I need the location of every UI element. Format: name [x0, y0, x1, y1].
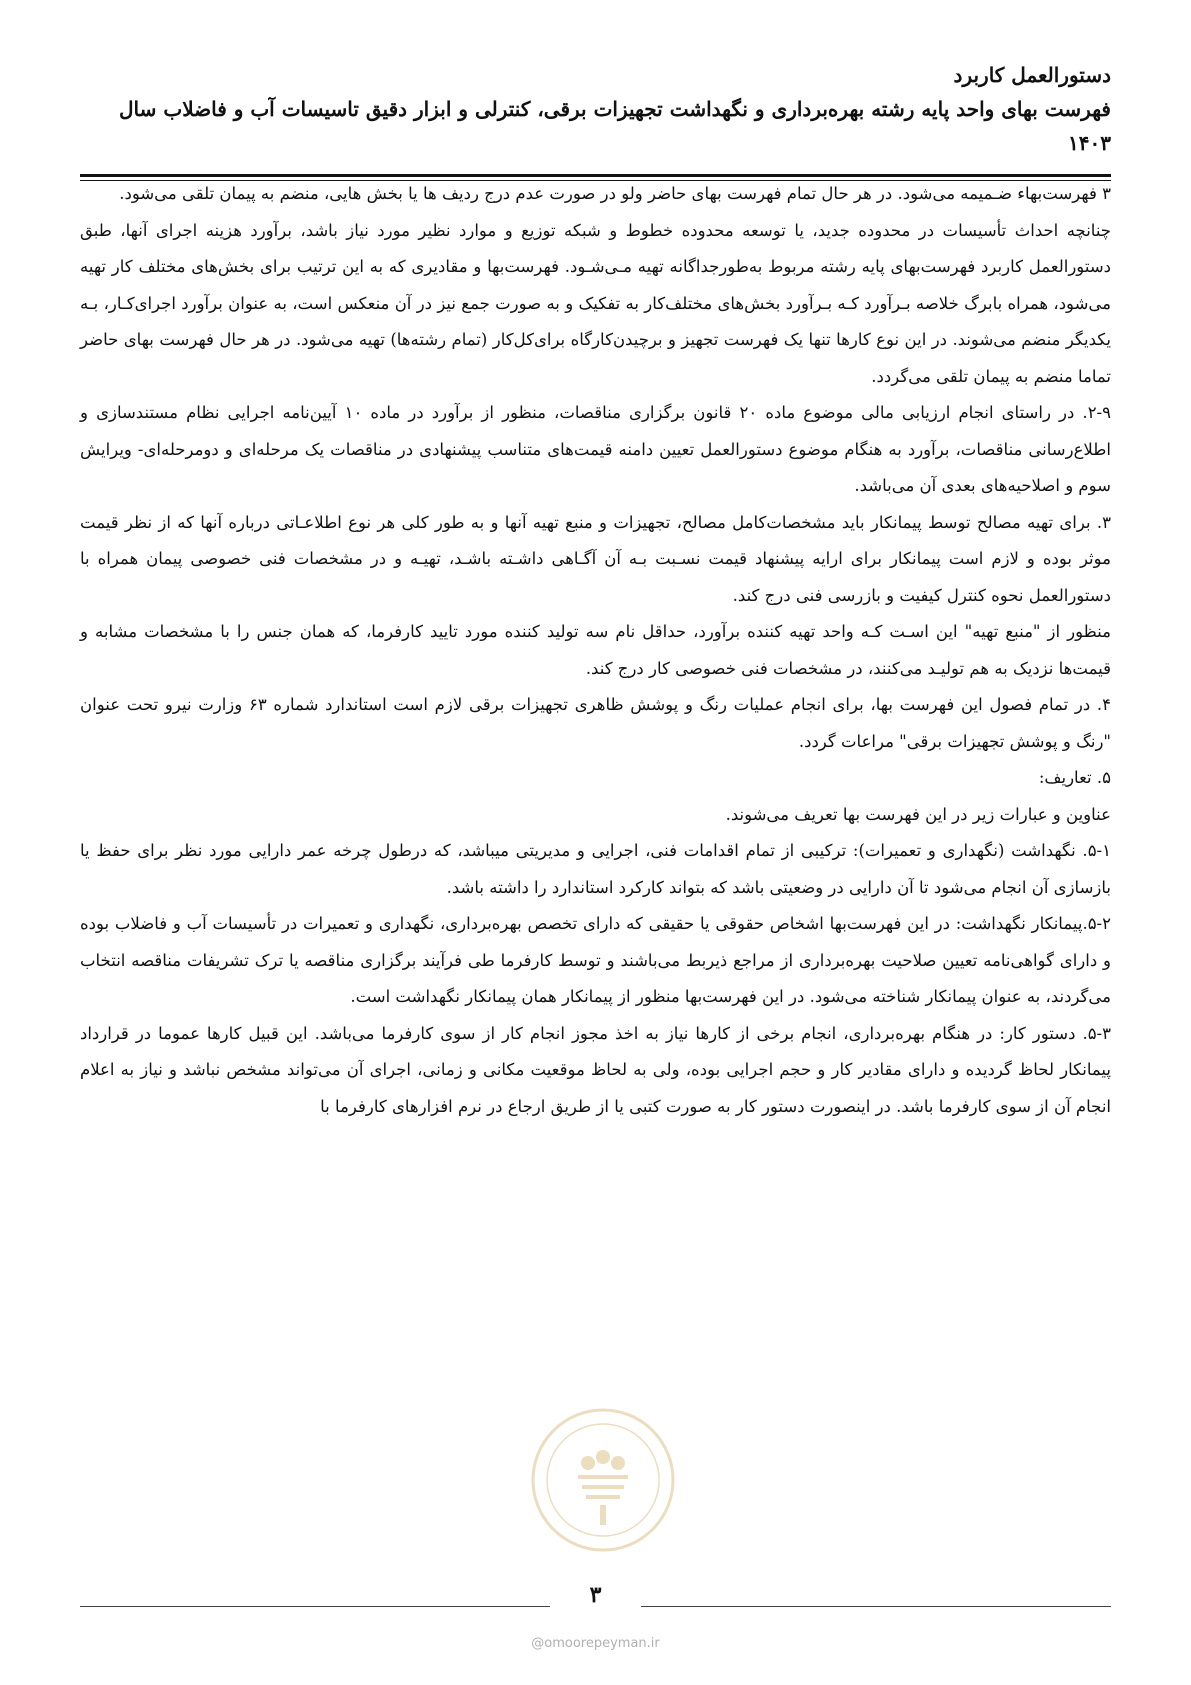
document-body: [80, 176, 1111, 1125]
paragraph: ۵. تعاریف:: [1038, 768, 1111, 787]
paragraph: منظور از "منبع تهیه" این اسـت کـه واحد تهیه کننده برآورد، حداقل نام سه تولید کننده مورد تایید کارفرما، که همان جنس را با مشخصات مشابه و قیمت‌ها نزدیک به هم تولیـد می‌کنند، در مشخصات فنی خصوصی کار درج کند.: [80, 622, 1111, 678]
paragraph: چنانچه احداث تأسیسات در محدوده جدید، یا توسعه محدوده خطوط و شبکه توزیع و موارد نظیر مورد نیاز باشد، برآورد هزینه اجرای آنها، طبق دستورالعمل کاربرد فهرست‌بهای پایه رشته مربوط به‌طورجداگانه تهیه مـی‌شـود. فهرست‌بها و مقادیری که به این ترتیب برای بخش‌های مختلف کار تهیه می‌شود، همراه بابرگ خلاصه بـرآورد کـه بـرآورد بخش‌های مختلف‌کار به تفکیک و به صورت جمع نیز در آن منعکس است، به عنوان برآورد اجرای‌کـار، بـه یکدیگر منضم می‌شوند. در این نوع کارها تنها یک فهرست تجهیز و برچیدن‌کارگاه برای‌کل‌کار (تمام رشته‌ها) تهیه می‌شود. در هر حال فهرست بهای حاضر تماما منضم به پیمان تلقی می‌گردد.: [80, 220, 1111, 386]
seal-watermark-icon: [528, 1405, 678, 1555]
footer-rule-right: [641, 1606, 1111, 1607]
paragraph: ۲-۹. در راستای انجام ارزیابی مالی موضوع ماده ۲۰ قانون برگزاری مناقصات، منظور از برآورد در ماده ۱۰ آیین‌نامه اجرایی نظام مستندسازی و اطلاع‌رسانی مناقصات، برآورد به هنگام موضوع دستورالعمل تعیین دامنه قیمت‌های متناسب پیشنهادی در مناقصات یک مرحله‌ای و دومرحله‌ای- ویرایش سوم و اصلاحیه‌های بعدی آن می‌باشد.: [80, 403, 1111, 495]
paragraph: ۳ فهرست‌بهاء ضـمیمه می‌شود. در هر حال تمام فهرست بهای حاضر ولو در صورت عدم درج ردیف ها یا بخش هایی، منضم به پیمان تلقی می‌شود.: [119, 184, 1111, 203]
paragraph: ۵-۱. نگهداشت (نگهداری و تعمیرات): ترکیبی از تمام اقدامات فنی، اجرایی و مدیریتی میباشد، که درطول چرخه عمر دارایی مورد نظر برای حفظ یا بازسازی آن انجام می‌شود تا آن دارایی در وضعیتی باشد که بتواند کارکرد استاندارد را داشته باشد.: [80, 841, 1111, 897]
document-header: [80, 58, 1111, 160]
paragraph: عناوین و عبارات زیر در این فهرست بها تعریف می‌شوند.: [725, 804, 1111, 824]
watermark-url: @omoorepeyman.ir: [531, 1636, 660, 1651]
document-subtitle-line1: فهرست بهای واحد پایه رشته بهره‌برداری و نگهداشت تجهیزات برقی، کنترلی و ابزار دقیق تاسیسات آب و فاضلاب سال: [119, 97, 1111, 121]
footer-rule-left: [80, 1606, 550, 1607]
document-title: دستورالعمل کاربرد: [953, 63, 1111, 87]
paragraph: ۳. برای تهیه مصالح توسط پیمانکار باید مشخصات‌کامل مصالح، تجهیزات و منبع تهیه آنها و به طور کلی هر نوع اطلاعـاتی درباره آنها که از نظر قیمت موثر بوده و لازم است پیمانکار برای ارایه پیشنهاد قیمت نسـبت بـه آن آگـاهی داشـته باشـد، تهیـه و در مشخصات فنی خصوصی پیمان همراه با دستورالعمل نحوه کنترل کیفیت و بازرسی فنی درج کند.: [80, 512, 1111, 605]
page-number: ۳: [589, 1582, 602, 1608]
document-subtitle-line2: ۱۴۰۳: [1068, 131, 1111, 155]
paragraph: ۵-۲.پیمانکار نگهداشت: در این فهرست‌بها اشخاص حقوقی یا حقیقی که دارای تخصص بهره‌برداری، نگهداری و تعمیرات در تأسیسات آب و فاضلاب بوده و دارای گواهی‌نامه تعیین صلاحیت بهره‌برداری از مراجع ذیربط می‌باشند و توسط کارفرما طی فرآیند برگزاری مناقصه یا ترک تشریفات مناقصه انتخاب می‌گردند، به عنوان پیمانکار شناخته می‌شود. در این فهرست‌بها منظور از پیمانکار همان پیمانکار نگهداشت است.: [80, 914, 1111, 1006]
paragraph: ۴. در تمام فصول این فهرست بها، برای انجام عملیات رنگ و پوشش ظاهری تجهیزات برقی لازم است استاندارد شماره ۶۳ وزارت نیرو تحت عنوان "رنگ و پوشش تجهیزات برقی" مراعات گردد.: [80, 695, 1112, 751]
paragraph: ۵-۳. دستور کار: در هنگام بهره‌برداری، انجام برخی از کارها نیاز به اخذ مجوز انجام کار از سوی کارفرما می‌باشد. این قبیل کارها عموما در قرارداد پیمانکار لحاظ گردیده و دارای مقادیر کار و حجم اجرایی بوده، ولی به لحاظ موقعیت مکانی و زمانی، اجرای آن می‌تواند مشخص نباشد و نیاز به اعلام انجام آن از سوی کارفرما باشد. در اینصورت دستور کار به صورت کتبی یا از طریق ارجاع در نرم افزارهای کارفرما با: [80, 1023, 1111, 1116]
